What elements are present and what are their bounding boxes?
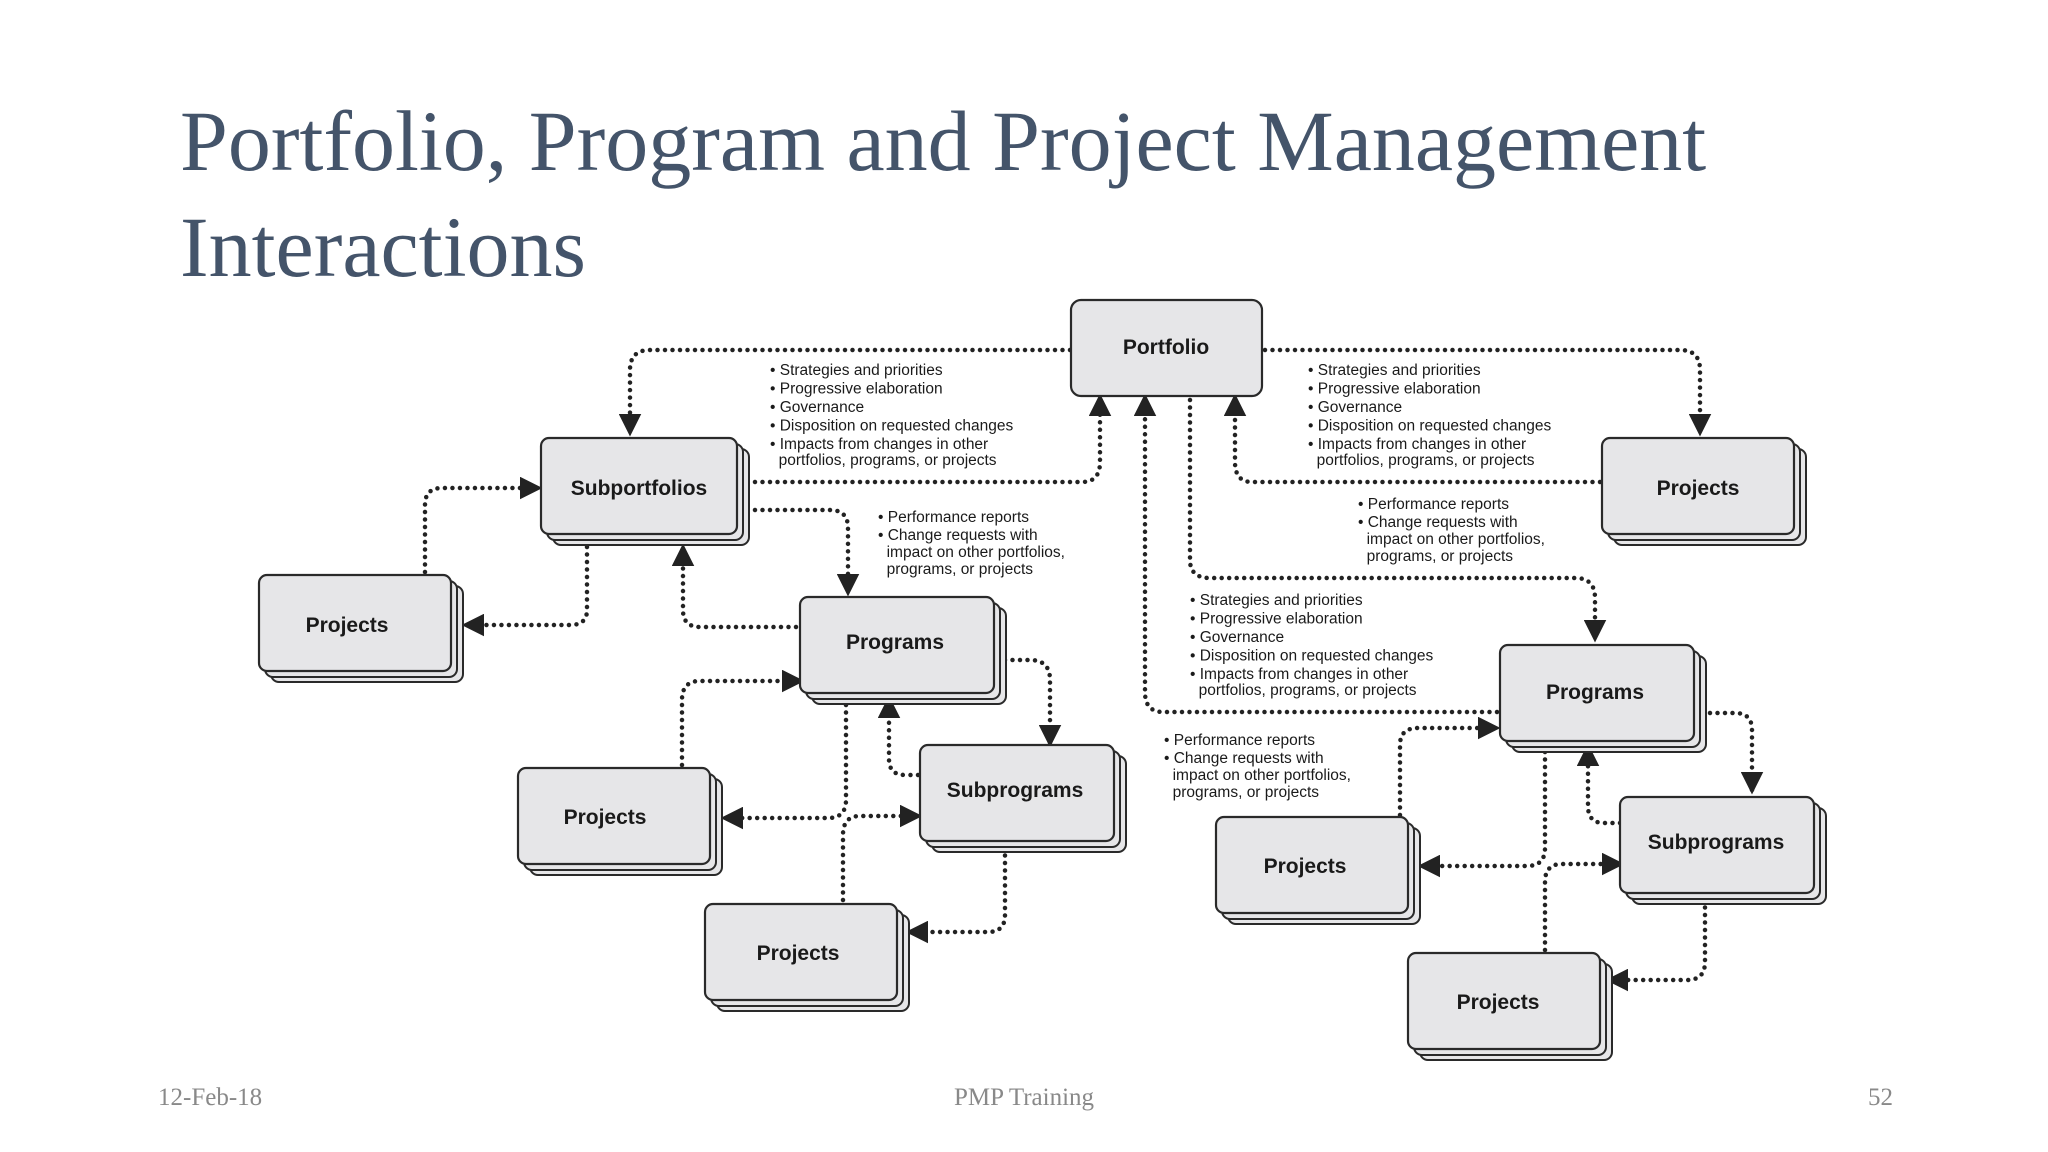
box-projects-bottom-right-label: Projects [1456, 991, 1540, 1014]
footer-date: 12-Feb-18 [158, 1084, 263, 1111]
note-line: impact on other portfolios, [878, 544, 1065, 561]
note-line: portfolios, programs, or projects [1190, 682, 1417, 699]
note-subportfolio-up [878, 509, 1065, 578]
note-line: portfolios, programs, or projects [770, 452, 997, 469]
box-subprograms-left-label: Subprograms [946, 779, 1084, 802]
note-line: • Impacts from changes in other [1190, 666, 1409, 683]
note-line: • Strategies and priorities [1190, 592, 1363, 609]
note-line: • Governance [1308, 399, 1403, 416]
connector-subportfolios-programs-left [755, 510, 848, 592]
box-subprograms-right-label: Subprograms [1647, 831, 1785, 854]
slide-title-line-1: Portfolio, Program and Project Management [180, 93, 1707, 189]
box-programs-left-label: Programs [845, 631, 945, 654]
note-line: programs, or projects [878, 561, 1034, 578]
box-projects-left-label: Projects [305, 614, 389, 637]
note-line: programs, or projects [1358, 548, 1514, 565]
connector-programs-left-subportfolios [683, 548, 796, 627]
slide-title-line-2: Interactions [180, 199, 586, 295]
box-programs-left [800, 597, 1006, 704]
box-projects-mid-left-label: Projects [563, 806, 647, 829]
connector-programs-right-subprograms-right [1710, 713, 1752, 790]
connector-projects-right-mid-programs-right [1400, 728, 1496, 815]
box-projects-bottom-left [705, 904, 909, 1011]
note-line: • Progressive elaboration [1308, 380, 1481, 398]
note-portfolio-left-down [770, 362, 1013, 469]
note-line: • Impacts from changes in other [770, 436, 989, 453]
note-programs-down [1190, 592, 1433, 699]
box-portfolio-label: Portfolio [1122, 336, 1210, 359]
footer-title: PMP Training [953, 1084, 1095, 1111]
box-projects-bottom-left-label: Projects [756, 942, 840, 965]
connector-projects-bottom-subprograms-left [843, 816, 918, 900]
box-subprograms-left [920, 745, 1126, 852]
page-number: 52 [1868, 1084, 1893, 1111]
connector-projects-mid-programs-left [682, 681, 800, 765]
box-subportfolios [541, 438, 749, 545]
box-projects-right-top [1602, 438, 1806, 545]
note-line: • Progressive elaboration [770, 380, 943, 398]
note-line: portfolios, programs, or projects [1308, 452, 1535, 469]
note-line: • Change requests with [1358, 514, 1518, 531]
box-subportfolios-label: Subportfolios [570, 477, 708, 500]
connector-subprograms-left-projects-bottom [910, 848, 1005, 932]
connector-programs-right-projects-right-mid [1422, 752, 1545, 866]
note-portfolio-right-down [1308, 362, 1551, 469]
note-line: • Performance reports [878, 509, 1030, 526]
box-portfolio [1071, 300, 1262, 396]
note-line: • Disposition on requested changes [1308, 417, 1552, 435]
connector-subportfolios-projects-left [466, 547, 587, 625]
note-line: • Performance reports [1164, 732, 1316, 749]
box-projects-mid-left [518, 768, 722, 875]
note-line: • Governance [770, 399, 865, 416]
box-projects-right-top-label: Projects [1656, 477, 1740, 500]
connector-programs-left-subprograms-left [1005, 660, 1050, 743]
note-line: • Change requests with [1164, 750, 1324, 767]
note-projects-up [1358, 496, 1545, 565]
box-projects-bottom-right [1408, 953, 1612, 1060]
note-line: • Strategies and priorities [770, 362, 943, 379]
connector-subprograms-left-programs-left [889, 700, 918, 775]
note-line: impact on other portfolios, [1164, 767, 1351, 784]
box-projects-right-mid-label: Projects [1263, 855, 1347, 878]
connector-programs-left-projects-mid [725, 705, 846, 818]
note-line: • Governance [1190, 629, 1285, 646]
box-projects-left [259, 575, 463, 682]
connector-projects-bottom-right-subprograms-right [1545, 864, 1620, 950]
note-line: • Change requests with [878, 527, 1038, 544]
note-line: • Disposition on requested changes [1190, 647, 1434, 665]
connector-subprograms-right-programs-right [1588, 748, 1620, 823]
note-line: • Strategies and priorities [1308, 362, 1481, 379]
note-line: impact on other portfolios, [1358, 531, 1545, 548]
note-line: • Impacts from changes in other [1308, 436, 1527, 453]
note-line: • Disposition on requested changes [770, 417, 1014, 435]
connector-subprograms-right-projects-bottom-right [1610, 900, 1705, 980]
box-programs-right-label: Programs [1545, 681, 1645, 704]
box-programs-right [1500, 645, 1706, 752]
note-programs-up [1164, 732, 1351, 801]
note-line: • Performance reports [1358, 496, 1510, 513]
box-projects-right-mid [1216, 817, 1420, 924]
box-subprograms-right [1620, 797, 1826, 904]
connector-projects-left-subportfolios [425, 488, 538, 572]
note-line: • Progressive elaboration [1190, 610, 1363, 628]
note-line: programs, or projects [1164, 784, 1320, 801]
